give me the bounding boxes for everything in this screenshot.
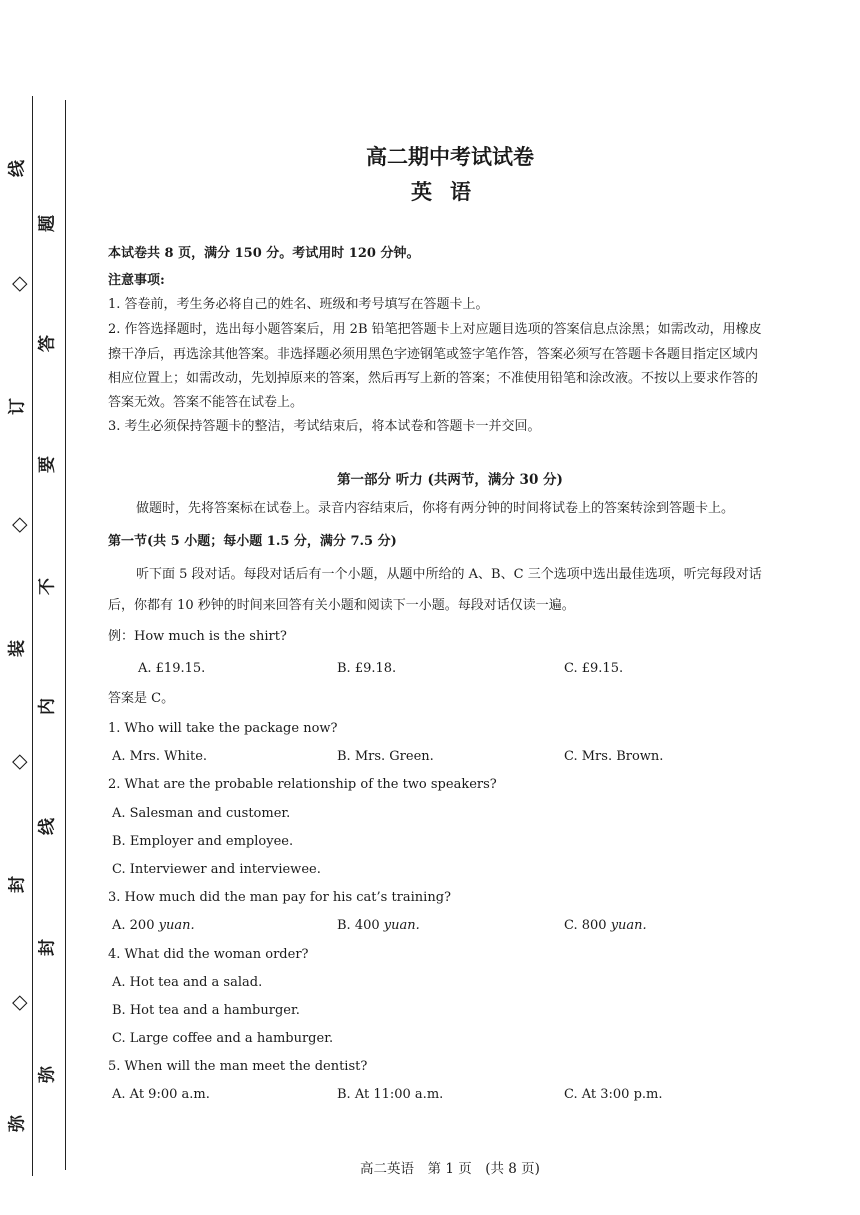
- margin-line-outer: [32, 96, 33, 1176]
- section1-instruction-line: 后，你都有 10 秒钟的时间来回答有关小题和阅读下一小题。每段对话仅读一遍。: [108, 598, 575, 613]
- q3-option-c: [564, 917, 647, 935]
- q3-option-b-value: B. 400: [337, 918, 380, 933]
- q3-option-a-value: A. 200: [112, 918, 155, 933]
- section1-instruction-line: 听下面 5 段对话。每段对话后有一个小题，从题中所给的 A、B、C 三个选项中选出最佳选项，听完每段对话: [136, 567, 762, 582]
- q1-option-c: C. Mrs. Brown.: [564, 749, 664, 764]
- margin-char: 要: [37, 456, 58, 473]
- margin-char: 弥: [7, 1115, 28, 1132]
- margin-diamond-icon: ◇: [6, 754, 30, 770]
- q3-unit: yuan.: [610, 918, 647, 933]
- question-5: 5. When will the man meet the dentist?: [108, 1059, 368, 1074]
- margin-char: 答: [37, 335, 58, 352]
- q5-option-c: C. At 3:00 p.m.: [564, 1087, 663, 1102]
- example-option-b: B. £9.18.: [337, 661, 397, 676]
- margin-line-inner: [65, 100, 66, 1170]
- margin-char: 不: [37, 578, 58, 595]
- q2-option-c: C. Interviewer and interviewee.: [112, 862, 321, 877]
- margin-diamond-icon: ◇: [6, 995, 30, 1011]
- margin-diamond-icon: ◇: [6, 517, 30, 533]
- q4-option-c: C. Large coffee and a hamburger.: [112, 1031, 334, 1046]
- question-4: 4. What did the woman order?: [108, 947, 309, 962]
- notice-title: 注意事项:: [108, 273, 165, 288]
- q2-option-b: B. Employer and employee.: [112, 834, 294, 849]
- part1-instruction: 做题时，先将答案标在试卷上。录音内容结束后，你将有两分钟的时间将试卷上的答案转涂到答题卡上。: [136, 501, 735, 516]
- margin-char: 题: [37, 215, 58, 232]
- q5-option-b: B. At 11:00 a.m.: [337, 1087, 444, 1102]
- notice-item-3: 3. 考生必须保持答题卡的整洁，考试结束后，将本试卷和答题卡一并交回。: [108, 419, 541, 434]
- page-footer: 高二英语 第 1 页 (共 8 页): [360, 1161, 540, 1177]
- q4-option-a: A. Hot tea and a salad.: [112, 975, 263, 990]
- example-option-a: A. £19.15.: [138, 661, 206, 676]
- question-2: 2. What are the probable relationship of the two speakers?: [108, 777, 497, 792]
- q2-option-a: A. Salesman and customer.: [112, 806, 291, 821]
- margin-diamond-icon: ◇: [6, 276, 30, 292]
- notice-item-2-line: 擦干净后，再选涂其他答案。非选择题必须用黑色字迹钢笔或签字笔作答，答案必须写在答题卡各题目指定区域内: [108, 347, 759, 362]
- margin-char: 弥: [37, 1066, 58, 1083]
- q3-option-a: [112, 917, 195, 935]
- exam-summary: 本试卷共 8 页，满分 150 分。考试用时 120 分钟。: [108, 246, 420, 261]
- margin-char: 线: [37, 818, 58, 835]
- margin-char: 封: [37, 939, 58, 956]
- example-option-c: C. £9.15.: [564, 661, 624, 676]
- notice-item-1: 1. 答卷前，考生务必将自己的姓名、班级和考号填写在答题卡上。: [108, 297, 489, 312]
- subject-title: 英语: [411, 179, 489, 204]
- q1-option-b: B. Mrs. Green.: [337, 749, 434, 764]
- q1-option-a: A. Mrs. White.: [112, 749, 208, 764]
- notice-item-2-line: 答案无效。答案不能答在试卷上。: [108, 395, 304, 410]
- question-3: 3. How much did the man pay for his cat’s training?: [108, 890, 451, 905]
- q3-option-b: [337, 917, 420, 935]
- notice-item-2-line: 相应位置上；如需改动，先划掉原来的答案，然后再写上新的答案；不准使用铅笔和涂改液。不按以上要求作答的: [108, 371, 759, 386]
- example-question: 例：How much is the shirt?: [108, 629, 287, 644]
- q4-option-b: B. Hot tea and a hamburger.: [112, 1003, 300, 1018]
- margin-char: 订: [7, 398, 28, 415]
- example-answer: 答案是 C。: [108, 691, 175, 706]
- q5-option-a: A. At 9:00 a.m.: [112, 1087, 210, 1102]
- section1-heading: 第一节(共 5 小题；每小题 1.5 分，满分 7.5 分): [108, 534, 397, 549]
- exam-title: 高二期中考试试卷: [366, 144, 534, 169]
- q3-unit: yuan.: [383, 918, 420, 933]
- margin-char: 封: [7, 876, 28, 893]
- part1-heading: 第一部分 听力 (共两节，满分 30 分): [337, 472, 563, 488]
- margin-char: 线: [7, 160, 28, 177]
- margin-char: 装: [7, 640, 28, 657]
- q3-unit: yuan.: [158, 918, 195, 933]
- notice-item-2-line: 2. 作答选择题时，选出每小题答案后，用 2B 铅笔把答题卡上对应题目选项的答案信息点涂黑；如需改动，用橡皮: [108, 322, 762, 337]
- margin-char: 内: [37, 698, 58, 715]
- question-1: 1. Who will take the package now?: [108, 721, 338, 736]
- q3-option-c-value: C. 800: [564, 918, 607, 933]
